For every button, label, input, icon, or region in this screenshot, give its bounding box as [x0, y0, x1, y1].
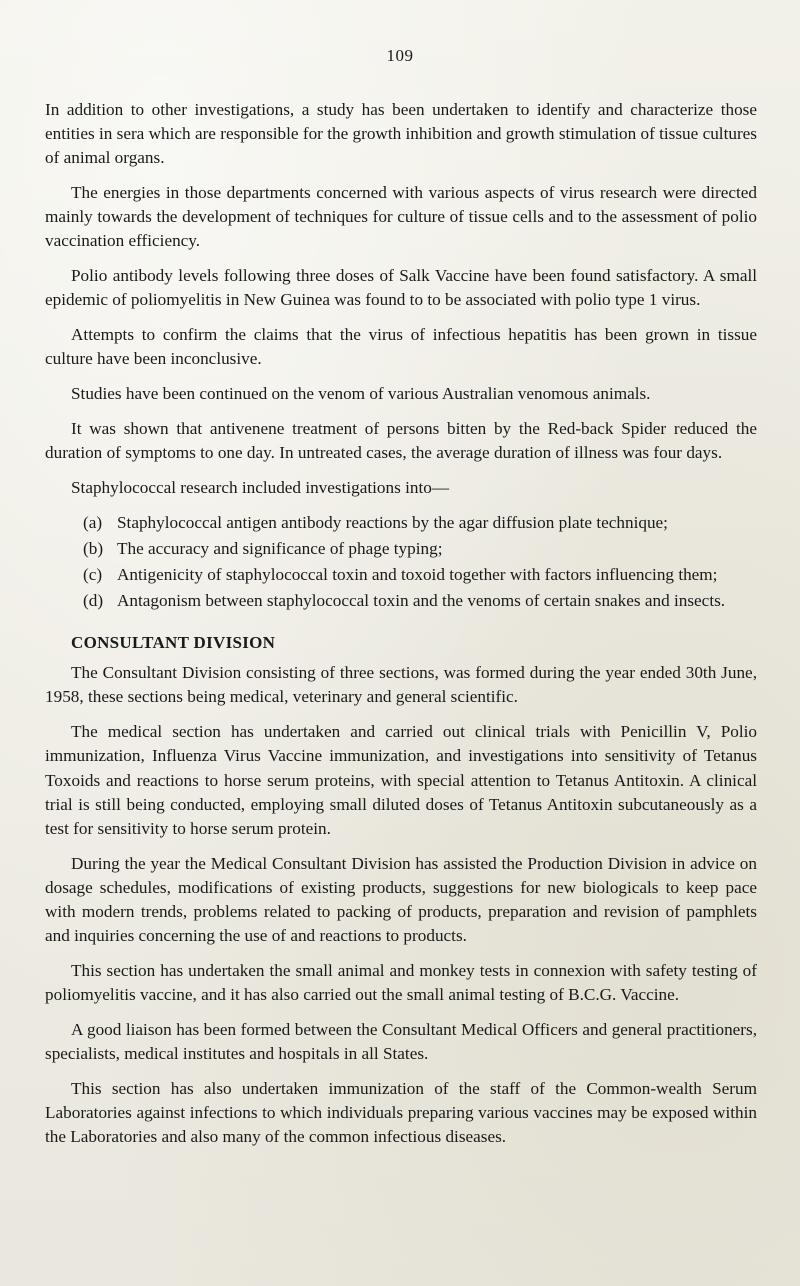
consultant-paragraph-6: This section has also undertaken immunization of the staff of the Common-wealth Serum Laboratories against infections to which individuals preparing various vaccines may be exposed within the Laboratories and also many of the common infectious diseases.: [45, 1078, 757, 1147]
list-item-text: Antigenicity of staphylococcal toxin and toxoid together with factors influencing them;: [117, 565, 718, 585]
paragraph-1: In addition to other investigations, a study has been undertaken to identify and characterize those entities in sera which are responsible for the growth inhibition and growth stimulation of tissue cultures of animal organs.: [45, 100, 757, 168]
list-item-text: Staphylococcal antigen antibody reactions by the agar diffusion plate technique;: [117, 512, 668, 532]
paragraph-3: Polio antibody levels following three doses of Salk Vaccine have been found satisfactory. A small epidemic of poliomyelitis in New Guinea was found to to be associated with polio type 1 virus.: [45, 266, 757, 310]
paragraph-5: Studies have been continued on the venom of various Australian venomous animals.: [71, 384, 651, 404]
list-item-marker: (a): [83, 512, 103, 532]
section-heading-consultant-division: CONSULTANT DIVISION: [71, 633, 276, 653]
consultant-paragraph-2: The medical section has undertaken and carried out clinical trials with Penicillin V, Polio immunization, Influenza Virus Vaccine immunization, and investigations into sensitivity of Tetanus Toxoids and reactions to horse serum proteins, with special attention to Tetanus Antitoxin. A clinical trial is still being conducted, employing small diluted doses of Tetanus Antitoxin subcutaneously as a test for sensitivity to horse serum protein.: [45, 722, 757, 838]
paragraph-4: Attempts to confirm the claims that the virus of infectious hepatitis has been grown in tissue culture have been inconclusive.: [45, 325, 757, 369]
list-item: [45, 537, 757, 561]
consultant-paragraph-3: During the year the Medical Consultant Division has assisted the Production Division in advice on dosage schedules, modifications of existing products, suggestions for new biologicals to keep pace with modern trends, problems related to packing of products, preparation and revision of pamphlets and inquiries concerning the use of and reactions to products.: [45, 853, 757, 946]
list-item: [45, 589, 757, 613]
list-item-text: The accuracy and significance of phage typing;: [117, 539, 443, 558]
list-item-text: Antagonism between staphylococcal toxin and the venoms of certain snakes and insects.: [117, 591, 726, 611]
list-item-marker: (b): [83, 539, 104, 558]
staphylococcal-lead-in: Staphylococcal research included investigations into—: [71, 477, 450, 497]
consultant-paragraph-1: The Consultant Division consisting of three sections, was formed during the year ended 30th June, 1958, these sections being medical, veterinary and general scientific.: [45, 663, 757, 707]
list-item-marker: (d): [83, 591, 104, 611]
list-item: [45, 511, 757, 535]
list-item: [45, 563, 757, 587]
staphylococcal-list: [45, 511, 757, 614]
page-body: [45, 98, 757, 1160]
paragraph-6: It was shown that antivenene treatment of persons bitten by the Red-back Spider reduced the duration of symptoms to one day. In untreated cases, the average duration of illness was four days.: [45, 419, 757, 463]
consultant-paragraph-5: A good liaison has been formed between the Consultant Medical Officers and general practitioners, specialists, medical institutes and hospitals in all States.: [45, 1019, 757, 1064]
paragraph-2: The energies in those departments concerned with various aspects of virus research were directed mainly towards the development of techniques for culture of tissue cells and to the assessment of polio vaccination efficiency.: [45, 183, 757, 251]
page-number: 109: [386, 46, 414, 65]
consultant-paragraph-4: This section has undertaken the small animal and monkey tests in connexion with safety testing of poliomyelitis vaccine, and it has also carried out the small animal testing of B.C.G. Vaccine.: [45, 960, 757, 1005]
list-item-marker: (c): [83, 565, 103, 585]
